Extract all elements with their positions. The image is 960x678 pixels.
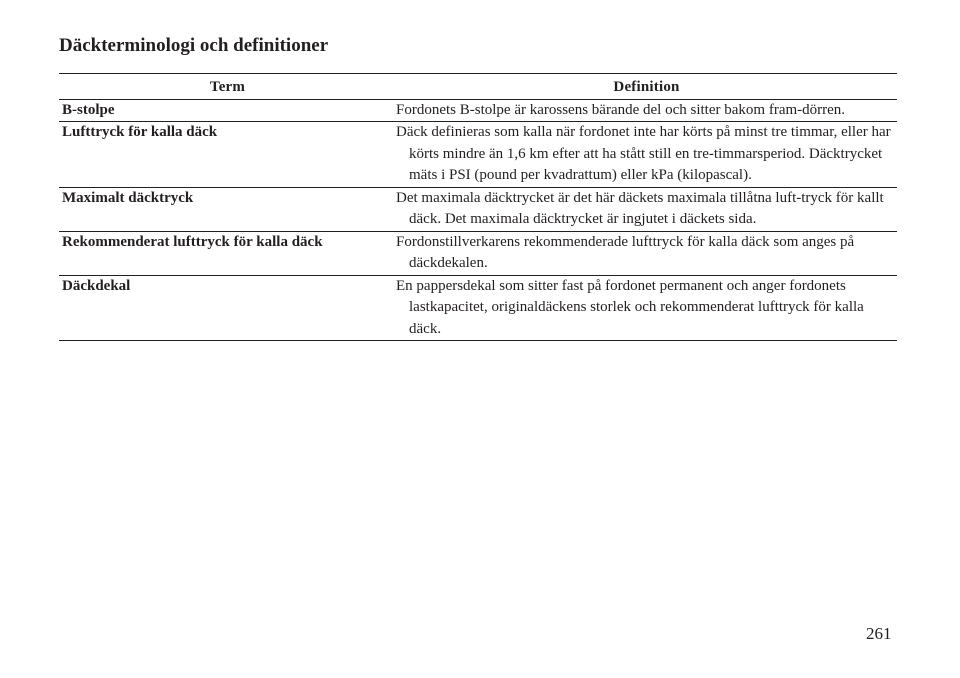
term-cell: Lufttryck för kalla däck (59, 122, 396, 188)
term-cell: B-stolpe (62, 101, 115, 118)
table-row (59, 187, 897, 231)
column-header-term: Term (59, 74, 396, 100)
table-row (59, 122, 897, 188)
definition-cell: Det maximala däcktrycket är det här däckets maximala tillåtna luft-tryck för kallt däck. Det maximala däcktrycket är ingjutet i däckets sida. (396, 187, 897, 231)
table-row (59, 231, 897, 275)
definition-cell: Fordonstillverkarens rekommenderade lufttryck för kalla däck som anges på däckdekalen. (396, 231, 897, 275)
table-row (59, 275, 897, 341)
term-cell: Däckdekal (59, 275, 396, 341)
definition-cell: En pappersdekal som sitter fast på fordonet permanent och anger fordonets lastkapacitet, originaldäckens storlek och rekommenderat lufttryck för kalla däck. (396, 275, 897, 341)
terminology-table (59, 73, 897, 341)
table-row (59, 99, 897, 122)
table-header-row (59, 74, 897, 100)
page-number: 261 (866, 624, 892, 643)
term-cell: Maximalt däcktryck (59, 187, 396, 231)
definition-cell: Däck definieras som kalla när fordonet inte har körts på minst tre timmar, eller har körts mindre än 1,6 km efter att ha stått still en tre-timmarsperiod. Däcktrycket mäts i PSI (pound per kvadrattum) eller kPa (kilopascal). (396, 122, 897, 188)
definition-cell: Fordonets B-stolpe är karossens bärande del och sitter bakom fram-dörren. (396, 101, 846, 118)
section-title: Däckterminologi och definitioner (59, 35, 329, 56)
term-cell: Rekommenderat lufttryck för kalla däck (59, 231, 396, 275)
column-header-definition: Definition (396, 74, 897, 100)
